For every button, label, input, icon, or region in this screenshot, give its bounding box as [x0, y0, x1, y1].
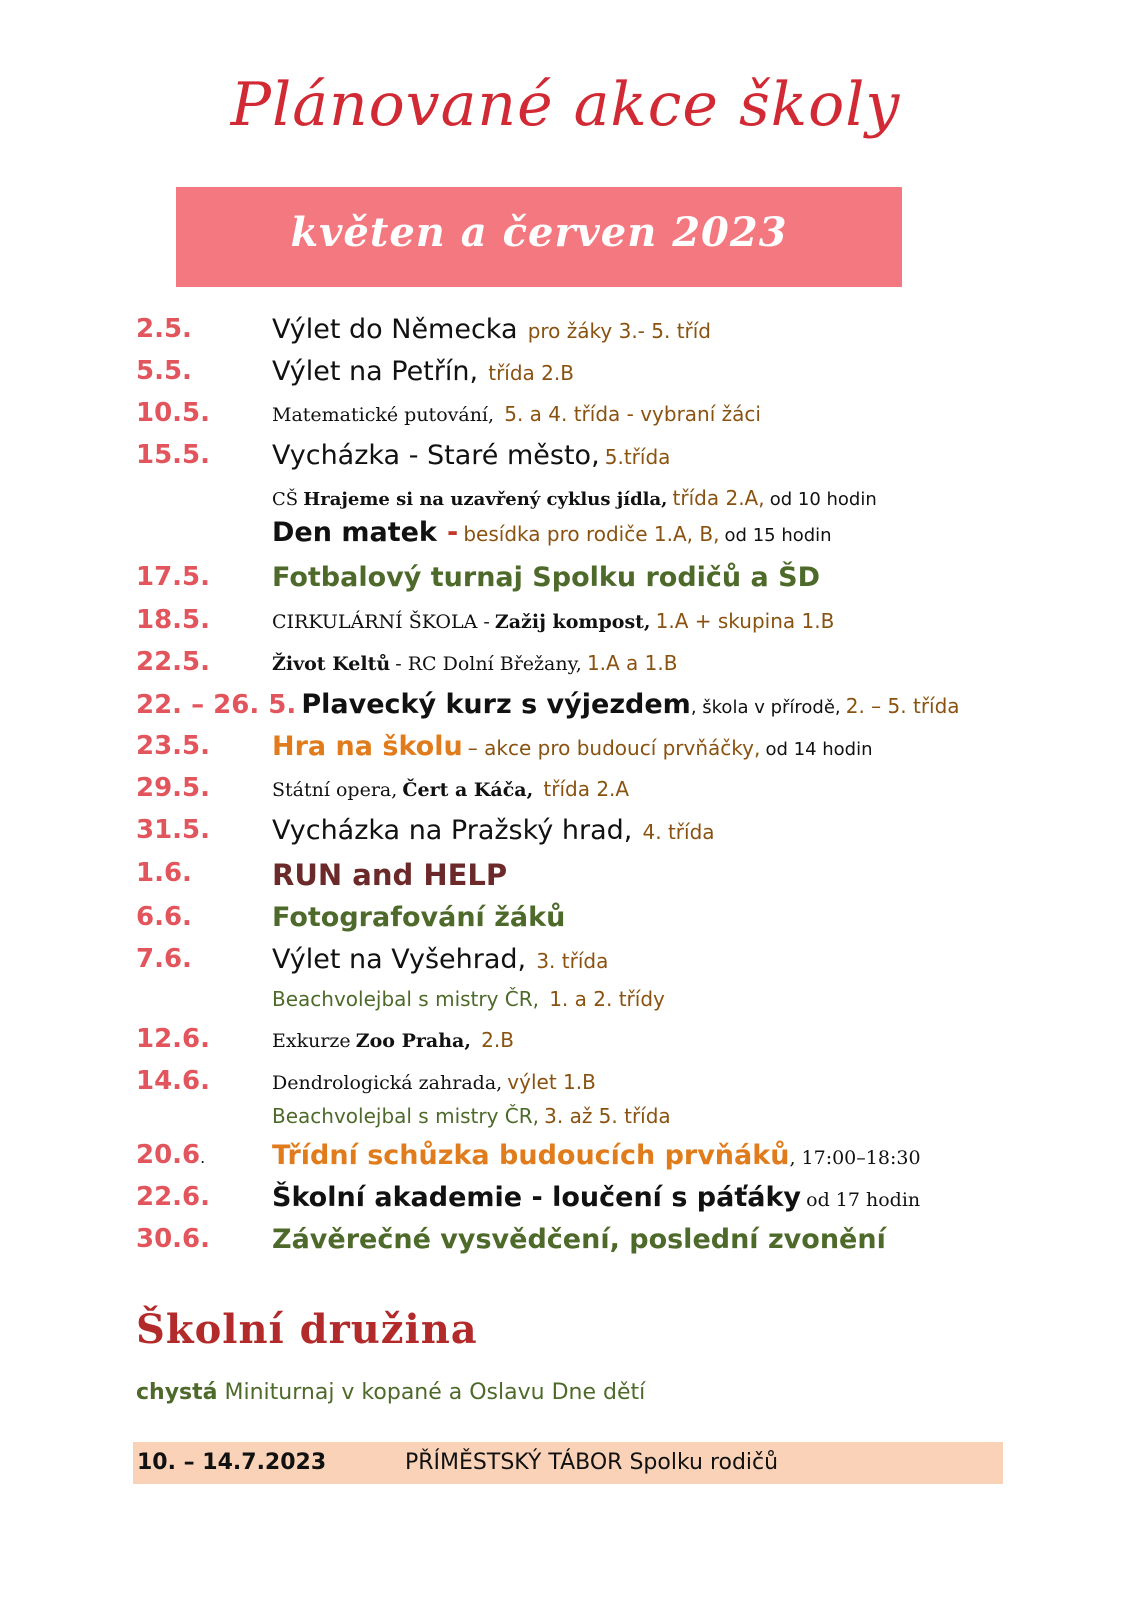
event-note: 1.A + skupina 1.B: [655, 609, 835, 633]
event-title: Plavecký kurz s výjezdem: [301, 689, 691, 720]
event-note: 4. třída: [642, 820, 715, 844]
event-note: výlet 1.B: [507, 1070, 596, 1094]
event-title: Vycházka - Staré město,: [272, 440, 600, 471]
event-date: 2.5.: [136, 314, 192, 344]
event-date: 1.6.: [136, 858, 192, 888]
event-title-bold: Zažij kompost,: [494, 611, 651, 633]
event-title: Hra na školu: [272, 731, 463, 762]
event-sub-prefix: CŠ: [272, 489, 299, 510]
event-date: 29.5.: [136, 773, 211, 803]
event-note: 3. třída: [536, 949, 609, 973]
event-date: 30.6.: [136, 1224, 211, 1254]
event-sub-title: Den matek: [272, 517, 437, 548]
camp-bar: [133, 1442, 1003, 1484]
page-title: Plánované akce školy: [230, 70, 901, 140]
event-date: 31.5.: [136, 815, 211, 845]
section-title-druzina: Školní družina: [136, 1306, 478, 1353]
month-banner: [176, 187, 902, 287]
event-sub-time: od 15 hodin: [724, 525, 832, 546]
event-note: třída 2.A: [543, 777, 630, 801]
event-date: 10.5.: [136, 398, 211, 428]
event-date: 23.5.: [136, 731, 211, 761]
event-note: třída 2.B: [488, 361, 574, 385]
event-title: Fotografování žáků: [272, 902, 566, 933]
event-sub-title: Beachvolejbal s mistry ČR,: [272, 987, 540, 1011]
event-title: - RC Dolní Břežany,: [395, 653, 582, 675]
event-sub-time: od 10 hodin: [769, 489, 877, 510]
event-title-bold: Zoo Praha,: [355, 1030, 471, 1052]
event-sub-title: Beachvolejbal s mistry ČR,: [272, 1104, 540, 1128]
druzina-lead: chystá: [136, 1380, 218, 1405]
event-title: Exkurze: [272, 1030, 351, 1052]
event-title-bold: Čert a Káča,: [402, 779, 534, 801]
event-title-bold: Život Keltů: [272, 653, 391, 675]
event-date: 18.5.: [136, 605, 211, 635]
event-date: 5.5.: [136, 356, 192, 386]
event-title: Dendrologická zahrada,: [272, 1072, 503, 1094]
druzina-text: Miniturnaj v kopané a Oslavu Dne dětí: [224, 1380, 646, 1405]
event-title: Výlet na Petřín,: [272, 356, 479, 387]
event-note: 1.A a 1.B: [586, 651, 678, 675]
event-date: 22. – 26. 5.: [136, 690, 297, 720]
event-sub-note: 1. a 2. třídy: [549, 987, 665, 1011]
event-title: RUN and HELP: [272, 858, 508, 892]
event-time: , 17:00–18:30: [789, 1147, 921, 1169]
event-note: – akce pro budoucí prvňáčky,: [467, 736, 761, 760]
camp-text: PŘÍMĚSTSKÝ TÁBOR Spolku rodičů: [405, 1450, 779, 1475]
event-sub-note: třída 2.A,: [672, 486, 765, 510]
event-date: 7.6.: [136, 944, 192, 974]
event-title: Matematické putování,: [272, 404, 495, 426]
event-sub-dash: -: [447, 517, 459, 548]
event-note: 2. – 5. třída: [845, 694, 960, 718]
event-date: 12.6.: [136, 1024, 211, 1054]
event-place: , škola v přírodě,: [690, 697, 841, 718]
event-title: Fotbalový turnaj Spolku rodičů a ŠD: [272, 562, 821, 593]
event-title: Třídní schůzka budoucích prvňáků: [272, 1140, 790, 1171]
event-time: od 17 hodin: [806, 1189, 921, 1211]
event-sub-note: besídka pro rodiče 1.A, B,: [463, 522, 720, 546]
event-note: 5.třída: [604, 445, 671, 469]
druzina-line: [136, 1380, 645, 1405]
event-title: Výlet na Vyšehrad,: [272, 944, 527, 975]
event-date: 6.6.: [136, 902, 192, 932]
event-sub-title: Hrajeme si na uzavřený cyklus jídla,: [303, 489, 668, 510]
event-date: 22.6.: [136, 1182, 211, 1212]
banner-text: květen a červen 2023: [290, 209, 788, 256]
event-time: od 14 hodin: [765, 739, 873, 760]
event-title: Státní opera,: [272, 779, 398, 801]
event-title: Školní akademie - loučení s páťáky: [272, 1182, 802, 1213]
event-title: Výlet do Německa: [272, 314, 518, 345]
event-date: 15.5.: [136, 440, 211, 470]
event-note: 2.B: [481, 1028, 514, 1052]
event-date: 14.6.: [136, 1066, 211, 1096]
event-sub-note: 3. až 5. třída: [544, 1104, 671, 1128]
event-title: Závěrečné vysvědčení, poslední zvonění: [272, 1224, 886, 1255]
event-note: pro žáky 3.- 5. tříd: [527, 319, 712, 343]
event-note: 5. a 4. třída - vybraní žáci: [504, 402, 761, 426]
event-date: 20.6.: [136, 1140, 206, 1170]
event-title: CIRKULÁRNÍ ŠKOLA -: [272, 611, 490, 633]
event-date: 17.5.: [136, 562, 211, 592]
camp-date: 10. – 14.7.2023: [137, 1450, 327, 1475]
event-title: Vycházka na Pražský hrad,: [272, 815, 633, 846]
event-date: 22.5.: [136, 647, 211, 677]
event-date-dot: .: [200, 1148, 206, 1167]
